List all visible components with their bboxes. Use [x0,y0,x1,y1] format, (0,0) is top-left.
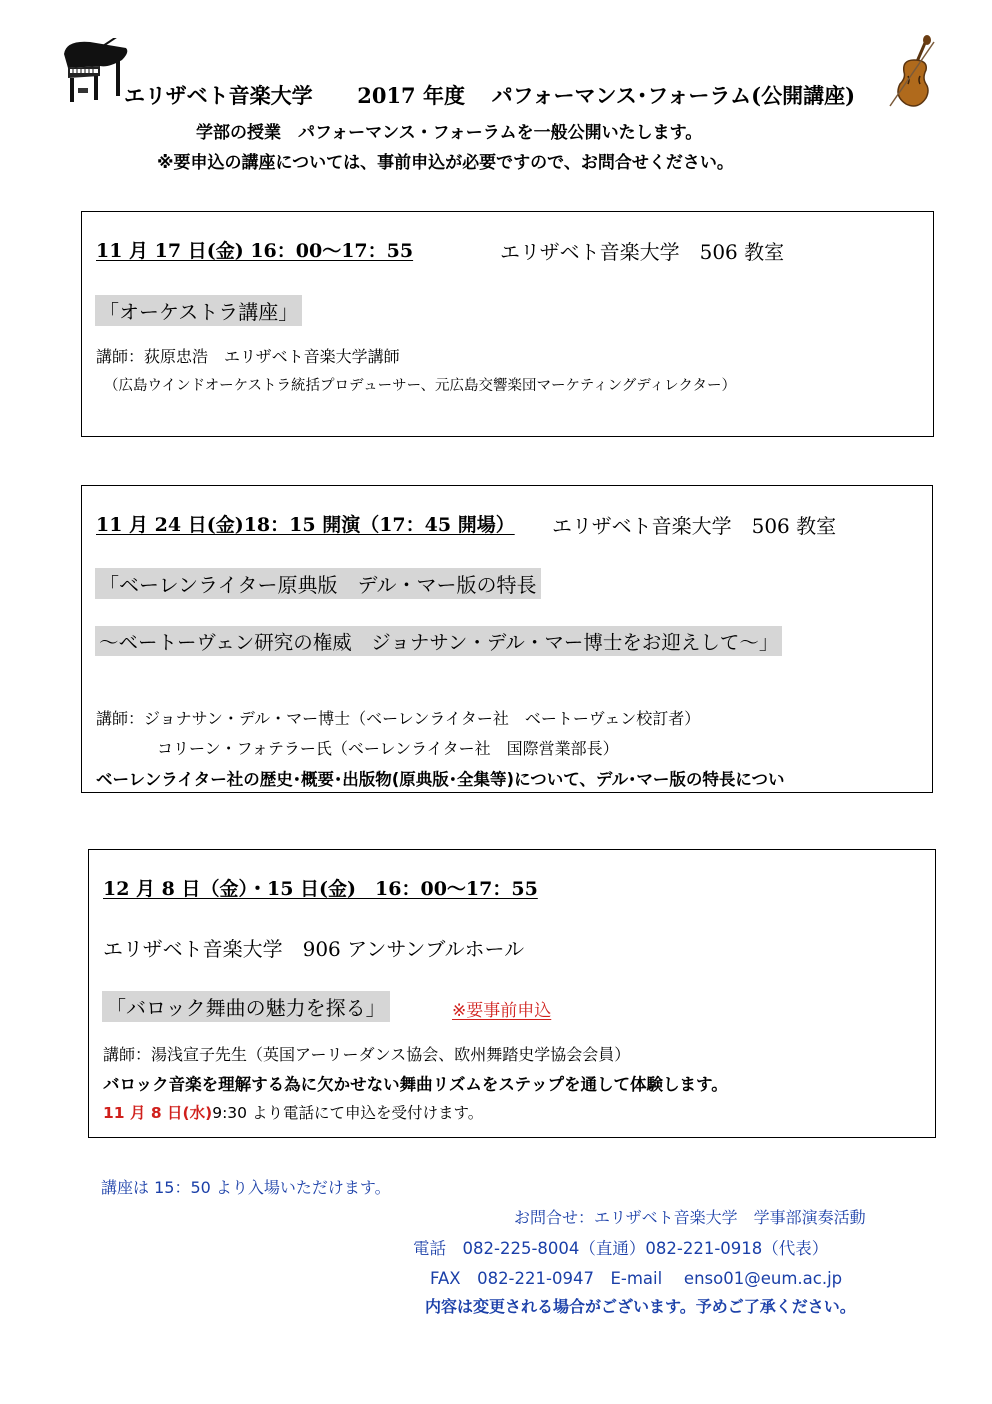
event-venue: エリザベト音楽大学 906 アンサンブルホール [103,937,525,961]
reservation-rest: 9:30 より電話にて申込を受付けます。 [212,1104,484,1122]
event-datetime: 12 月 8 日（金）・15 日(金) 16：00～17：55 [103,878,538,900]
page-title [124,80,855,110]
event-description: バロック音楽を理解する為に欠かせない舞曲リズムをステップを通して体験します。 [103,1075,728,1094]
title-event: パフォーマンス･フォーラム(公開講座) [491,83,856,108]
event-lecturer-note: （広島ウインドオーケストラ統括プロデューサー、元広島交響楽団マーケティングディレクター） [104,378,737,394]
disclaimer: 内容は変更される場合がございます。予めご了承ください。 [425,1297,856,1316]
event-lecturer: 講師：湯浅宣子先生（英国アーリーダンス協会、欧州舞踏史学協会会員） [103,1045,631,1064]
page-subtitle: 学部の授業 パフォーマンス・フォーラムを一般公開いたします。 [196,123,703,143]
reservation-date: 11 月 8 日(水) [103,1104,213,1122]
application-notice: ※要申込の講座については、事前申込が必要ですので、お問合せください。 [157,153,734,173]
event-lecturer-1: 講師：ジョナサン・デル・マー博士（ベーレンライター社 ベートーヴェン校訂者） [96,709,701,728]
event-datetime: 11 月 24 日(金)18：15 開演（17：45 開場） [96,514,515,536]
event-title-line1: 「ベーレンライター原典版 デル・マー版の特長 [95,568,541,599]
title-school: エリザベト音楽大学 [124,83,313,108]
entry-note: 講座は 15：50 より入場いただけます。 [101,1178,391,1197]
grand-piano-icon [60,38,132,104]
event-lecturer: 講師：荻原忠浩 エリザベト音楽大学講師 [96,347,400,366]
event-title-line2: ～ベートーヴェン研究の権威 ジョナサン・デル・マー博士をお迎えして～」 [95,626,782,656]
reservation-info [103,1101,483,1123]
phone-line: 電話 082-225-8004（直通）082-221-0918（代表） [413,1239,829,1258]
violin-icon [888,34,938,108]
contact-line: お問合せ：エリザベト音楽大学 学事部演奏活動 [514,1208,866,1227]
application-badge: ※要事前申込 [452,1001,552,1021]
event-datetime: 11 月 17 日(金) 16：00～17：55 [96,240,414,262]
event-lecturer-2: コリーン・フォテラー氏（ベーレンライター社 国際営業部長） [157,739,619,758]
event-title: 「オーケストラ講座」 [95,295,302,326]
event-description: ベーレンライター社の歴史･概要･出版物(原典版･全集等)について、デル･マー版の特長につい [96,770,785,789]
title-year: 2017 年度 [357,83,465,108]
event-venue: エリザベト音楽大学 506 教室 [552,514,837,538]
event-venue: エリザベト音楽大学 506 教室 [500,240,785,264]
event-title: 「バロック舞曲の魅力を探る」 [102,991,390,1022]
fax-email-line: FAX 082-221-0947 E-mail enso01@eum.ac.jp [430,1269,843,1288]
